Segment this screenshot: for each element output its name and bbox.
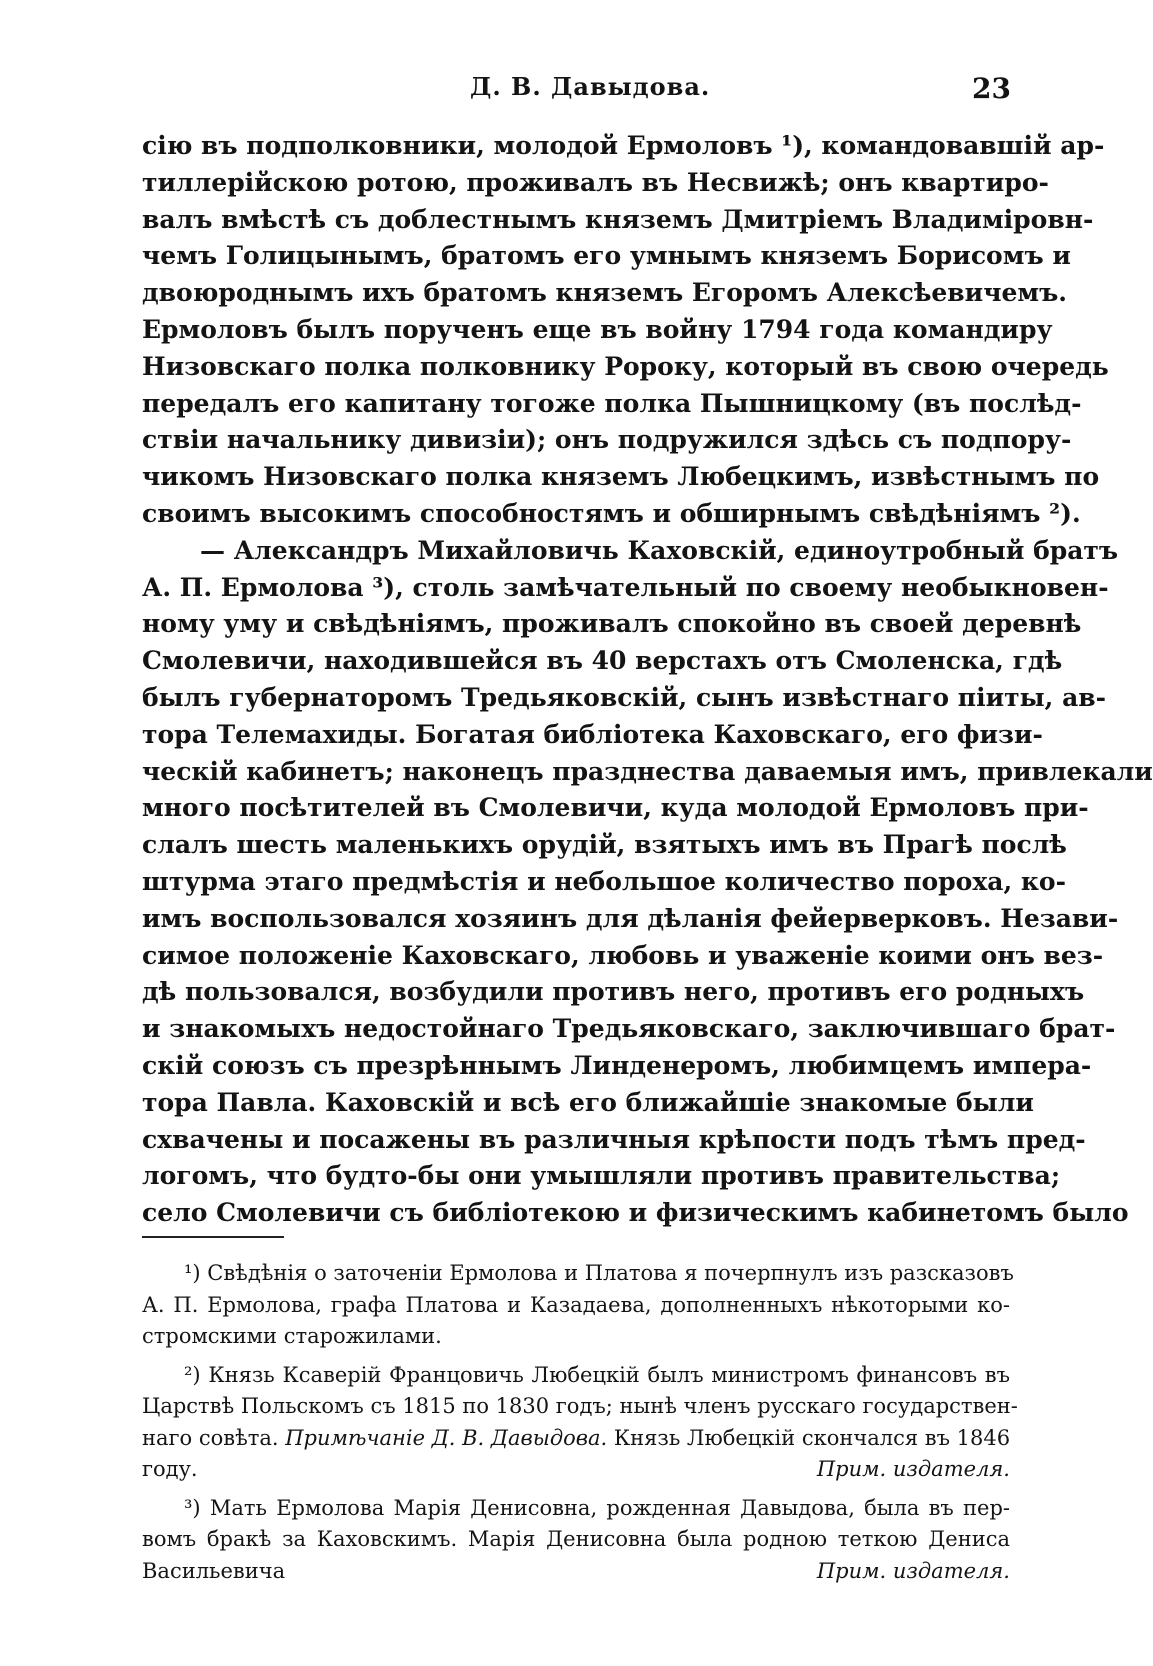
footnote-line — [142, 1556, 1010, 1588]
text-line: Ермоловъ былъ порученъ еще въ войну 1794 года командиру — [142, 314, 1053, 344]
footnote-line: стромскими старожилами. — [142, 1324, 442, 1348]
text-line: слалъ шесть маленькихъ орудій, взятыхъ имъ въ Прагѣ послѣ — [142, 830, 1067, 860]
footnote-divider — [142, 1236, 284, 1238]
footnote-line: ³) Мать Ермолова Марія Денисовна, рожденная Давыдова, была въ пер- — [184, 1495, 1010, 1520]
footnote-2 — [142, 1360, 1018, 1486]
text-line: ческій кабинетъ; наконецъ празднества даваемыя имъ, привлекали — [142, 756, 1153, 786]
footnote-1 — [142, 1258, 1014, 1353]
text-line: схвачены и посажены въ различныя крѣпости подъ тѣмъ пред- — [142, 1124, 1086, 1154]
text-line: тора Павла. Каховскій и всѣ его ближайшіе знакомые были — [142, 1087, 1034, 1117]
text-line: скій союзъ съ презрѣннымъ Линденеромъ, любимцемъ импера- — [142, 1050, 1092, 1080]
text-line: тиллерійскою ротою, проживалъ въ Несвижѣ; онъ квартиро- — [142, 167, 1049, 197]
text-line: А. П. Ермолова ³), столь замѣчательный по своему необыкновен- — [142, 572, 1109, 602]
text-line: имъ воспользовался хозяинъ для дѣланія фейерверковъ. Незави- — [142, 903, 1119, 933]
page-number: 23 — [972, 72, 1011, 105]
footnote-line — [142, 1454, 1010, 1486]
running-head: Д. В. Давыдова. — [470, 72, 711, 101]
text-line: чемъ Голицынымъ, братомъ его умнымъ княземъ Борисомъ и — [142, 241, 1071, 271]
text-line: Смолевичи, находившейся въ 40 верстахъ отъ Смоленска, гдѣ — [142, 646, 1063, 676]
footnote-line: Царствѣ Польскомъ съ 1815 по 1830 годъ; нынѣ членъ русскаго государствен- — [142, 1394, 1018, 1418]
footnote-text: наго совѣта. — [142, 1425, 279, 1450]
text-line: село Смолевичи съ библіотекою и физическимъ кабинетомъ было — [142, 1198, 1129, 1228]
page-header — [0, 72, 1140, 112]
publisher-note: Прим. издателя. — [816, 1558, 1010, 1583]
text-line: логомъ, что будто-бы они умышляли противъ правительства; — [142, 1161, 1061, 1191]
footnote-line — [142, 1423, 1010, 1455]
text-line: дѣ пользовался, возбудили противъ него, противъ его родныхъ — [142, 977, 1085, 1007]
footnote-line: ¹) Свѣдѣнія о заточеніи Ермолова и Платова я почерпнулъ изъ разсказовъ — [184, 1261, 1014, 1285]
text-line: Низовскаго полка полковнику Ророку, который въ свою очередь — [142, 351, 1109, 381]
text-line: тора Телемахиды. Богатая библіотека Каховскаго, его физи- — [142, 719, 1043, 749]
footnote-text: Князь Любецкій скончался въ 1846 — [613, 1425, 1011, 1450]
publisher-note: Прим. издателя. — [816, 1457, 1010, 1481]
text-line: сію въ подполковники, молодой Ермоловъ ¹), командовавшій ар- — [142, 131, 1105, 160]
text-line: много посѣтителей въ Смолевичи, куда молодой Ермоловъ при- — [142, 793, 1089, 823]
footnote-line: А. П. Ермолова, графа Платова и Казадаева, дополненныхъ нѣкоторыми ко- — [142, 1292, 1010, 1317]
text-line: чикомъ Низовскаго полка княземъ Любецкимъ, извѣстнымъ по — [142, 462, 1100, 492]
text-line: и знакомыхъ недостойнаго Тредьяковскаго, заключившаго брат- — [142, 1014, 1116, 1044]
main-text — [142, 128, 1153, 1232]
text-line: ствіи начальнику дивизіи); онъ подружился здѣсь съ подпору- — [142, 425, 1072, 455]
text-line: валъ вмѣстѣ съ доблестнымъ княземъ Дмитріемъ Владиміровн- — [142, 204, 1094, 234]
footnote-line: ²) Князь Ксаверій Францовичь Любецкій былъ министромъ финансовъ въ — [184, 1362, 1010, 1387]
text-line: ному уму и свѣдѣніямъ, проживалъ спокойно въ своей деревнѣ — [142, 609, 1082, 639]
footnote-text: году. — [142, 1457, 198, 1481]
text-line: былъ губернаторомъ Тредьяковскій, сынъ извѣстнаго піиты, ав- — [142, 682, 1107, 712]
footnote-3 — [142, 1493, 1010, 1588]
text-line: своимъ высокимъ способностямъ и обширнымъ свѣдѣніямъ ²). — [142, 498, 1081, 528]
footnotes — [142, 1258, 1018, 1594]
text-line: передалъ его капитану тогоже полка Пышницкому (въ послѣд- — [142, 388, 1082, 418]
text-line: — Александръ Михайловичь Каховскій, единоутробный братъ — [200, 535, 1119, 565]
text-line: симое положеніе Каховскаго, любовь и уваженіе коими онъ вез- — [142, 940, 1104, 970]
text-line: штурма этаго предмѣстія и небольшое количество пороха, ко- — [142, 866, 1066, 896]
text-line: двоюроднымъ ихъ братомъ княземъ Егоромъ Алексѣевичемъ. — [142, 278, 1068, 308]
footnote-line: вомъ бракѣ за Каховскимъ. Марія Денисовна была родною теткою Дениса — [142, 1527, 1010, 1551]
author-note: Примѣчаніе Д. В. Давыдова. — [285, 1425, 608, 1450]
footnote-text: Васильевича — [142, 1558, 286, 1583]
